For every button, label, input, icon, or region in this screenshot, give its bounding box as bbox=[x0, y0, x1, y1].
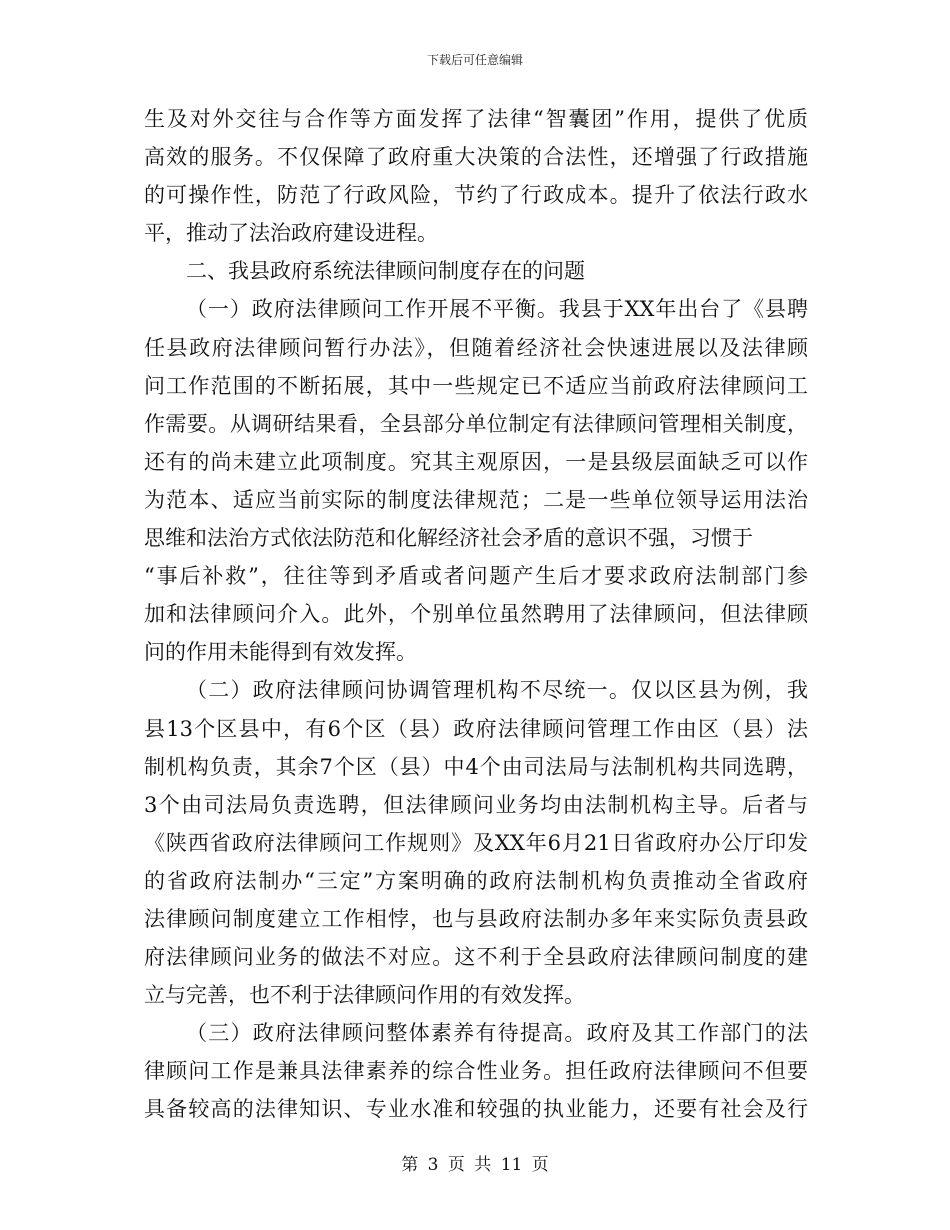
text-line: 问的作用未能得到有效发挥。 bbox=[144, 640, 417, 665]
text-line: 还有的尚未建立此项制度。究其主观原因，一是县级层面缺乏可以作 bbox=[144, 449, 808, 474]
text-line: 作需要。从调研结果看，全县部分单位制定有法律顾问管理相关制度， bbox=[144, 411, 808, 436]
paragraph-first-line: （一）政府法律顾问工作开展不平衡。我县于XX年出台了《县聘 bbox=[186, 297, 808, 322]
paragraph-first-line: （二）政府法律顾问协调管理机构不尽统一。仅以区县为例，我 bbox=[186, 678, 808, 703]
text-line: 《陕西省政府法律顾问工作规则》及XX年6月21日省政府办公厅印发 bbox=[144, 830, 808, 855]
text-line: 的省政府法制办“三定”方案明确的政府法制机构负责推动全省政府 bbox=[144, 868, 808, 893]
text-line: 问工作范围的不断拓展，其中一些规定已不适应当前政府法律顾问工 bbox=[144, 373, 808, 398]
page-footer: 第 3 页 共 11 页 bbox=[401, 1155, 549, 1175]
text-line: 法律顾问制度建立工作相悖，也与县政府法制办多年来实际负责县政 bbox=[144, 906, 808, 931]
text-line: 高效的服务。不仅保障了政府重大决策的合法性，还增强了行政措施 bbox=[144, 145, 808, 170]
text-line: 任县政府法律顾问暂行办法》，但随着经济社会快速进展以及法律顾 bbox=[144, 335, 808, 360]
paragraph-first-line: （三）政府法律顾问整体素养有待提高。政府及其工作部门的法 bbox=[186, 1021, 808, 1046]
text-line: 3个由司法局负责选聘，但法律顾问业务均由法制机构主导。后者与 bbox=[144, 792, 808, 817]
text-line: 县13个区县中，有6个区（县）政府法律顾问管理工作由区（县）法 bbox=[144, 716, 808, 741]
text-line: 立与完善，也不利于法律顾问作用的有效发挥。 bbox=[144, 983, 585, 1008]
page-header: 下载后可任意编辑 bbox=[426, 53, 523, 67]
text-line: 平，推动了法治政府建设进程。 bbox=[144, 221, 438, 246]
text-line: 的可操作性，防范了行政风险，节约了行政成本。提升了依法行政水 bbox=[144, 183, 808, 208]
document-body bbox=[144, 100, 808, 1129]
paragraph-first-line: 二、我县政府系统法律顾问制度存在的问题 bbox=[186, 259, 585, 284]
text-line: 加和法律顾问介入。此外，个别单位虽然聘用了法律顾问，但法律顾 bbox=[144, 602, 808, 627]
text-line: 制机构负责，其余7个区（县）中4个由司法局与法制机构共同选聘， bbox=[144, 754, 808, 779]
text-line: “事后补救”，往往等到矛盾或者问题产生后才要求政府法制部门参 bbox=[144, 564, 808, 589]
text-line: 生及对外交往与合作等方面发挥了法律“智囊团”作用，提供了优质 bbox=[144, 107, 808, 131]
text-line: 府法律顾问业务的做法不对应。这不利于全县政府法律顾问制度的建 bbox=[144, 945, 808, 970]
text-line: 思维和法治方式依法防范和化解经济社会矛盾的意识不强，习惯于 bbox=[144, 526, 753, 551]
text-line: 具备较高的法律知识、专业水准和较强的执业能力，还要有社会及行 bbox=[144, 1097, 808, 1122]
text-line: 律顾问工作是兼具法律素养的综合性业务。担任政府法律顾问不但要 bbox=[144, 1059, 808, 1084]
text-line: 为范本、适应当前实际的制度法律规范；二是一些单位领导运用法治 bbox=[144, 487, 808, 512]
